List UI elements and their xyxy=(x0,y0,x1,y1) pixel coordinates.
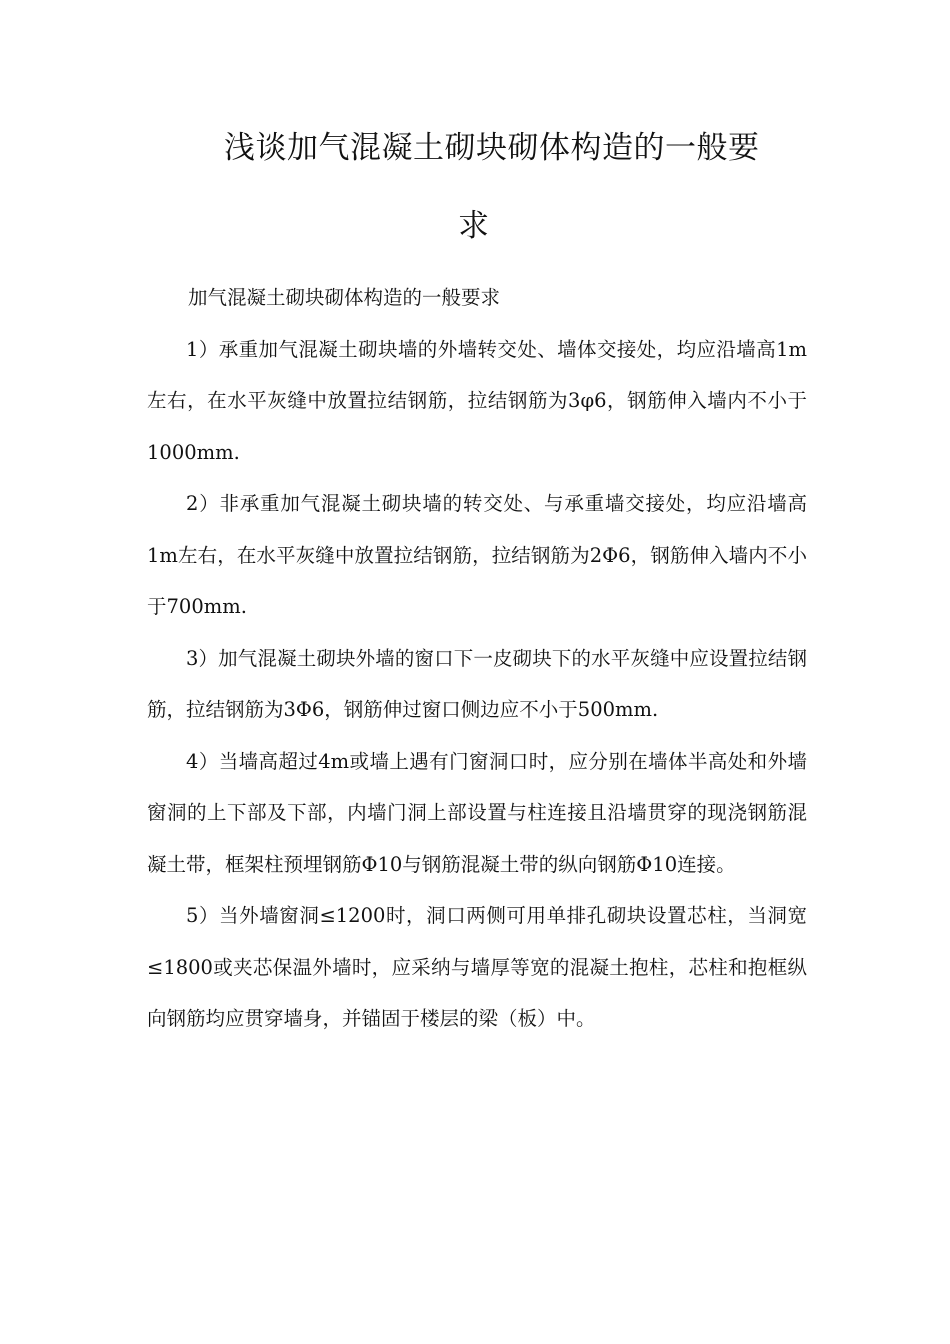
paragraph-item-2: 2）非承重加气混凝土砌块墙的转交处、与承重墙交接处，均应沿墙高1m左右，在水平灰缝中放置拉结钢筋，拉结钢筋为2Φ6，钢筋伸入墙内不小于700mm. xyxy=(147,492,807,618)
paragraph-item-3: 3）加气混凝土砌块外墙的窗口下一皮砌块下的水平灰缝中应设置拉结钢筋，拉结钢筋为3Φ6，钢筋伸过窗口侧边应不小于500mm. xyxy=(147,646,807,721)
document-title-line-1: 浅谈加气混凝土砌块砌体构造的一般要 xyxy=(224,130,760,166)
paragraph-intro: 加气混凝土砌块砌体构造的一般要求 xyxy=(187,286,500,309)
document-title-line-2: 求 xyxy=(458,208,490,244)
paragraph-item-1: 1）承重加气混凝土砌块墙的外墙转交处、墙体交接处，均应沿墙高1m左右，在水平灰缝中放置拉结钢筋，拉结钢筋为3φ6，钢筋伸入墙内不小于1000mm. xyxy=(147,337,807,464)
paragraph-item-5: 5）当外墙窗洞≤1200时，洞口两侧可用单排孔砌块设置芯柱，当洞宽≤1800或夹芯保温外墙时，应采纳与墙厚等宽的混凝土抱柱，芯柱和抱框纵向钢筋均应贯穿墙身，并锚固于楼层的梁（板）中。 xyxy=(147,904,807,1030)
document-body xyxy=(147,272,807,1045)
paragraph-item-4: 4）当墙高超过4m或墙上遇有门窗洞口时，应分别在墙体半高处和外墙窗洞的上下部及下部，内墙门洞上部设置与柱连接且沿墙贯穿的现浇钢筋混凝土带，框架柱预埋钢筋Φ10与钢筋混凝土带的纵向钢筋Φ10连接。 xyxy=(147,749,807,876)
